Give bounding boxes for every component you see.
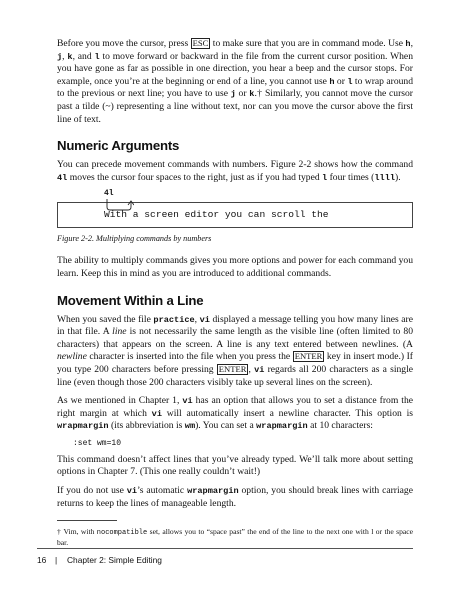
command-h: h	[405, 39, 411, 49]
text: option, you should break lines with carriage returns to keep the lines of manageable length.	[57, 485, 413, 509]
heading-numeric-arguments: Numeric Arguments	[57, 138, 180, 154]
vi-name: vi	[182, 396, 193, 407]
option-wrapmargin: wrapmargin	[187, 486, 239, 497]
text: character is inserted into the file when you press the	[86, 351, 293, 363]
chapter-title: Chapter 2: Simple Editing	[67, 555, 162, 565]
text: (its abbreviation is	[108, 420, 185, 432]
option-wm: wm	[184, 421, 196, 432]
text: ,	[194, 313, 200, 325]
text: set, allows you to “space past” the end of the line to the next one with l or the space bar.	[57, 527, 413, 548]
text: ,	[62, 50, 68, 62]
text: ,	[248, 363, 255, 375]
option-wrapmargin: wrapmargin	[256, 421, 308, 432]
text: displayed a message telling you how many lines are in that file. A	[57, 313, 414, 338]
text: to wrap around to the previous or next line; you have to use	[57, 75, 414, 100]
vi-name: vi	[126, 486, 138, 497]
footer-separator: |	[55, 555, 58, 565]
command-j: j	[57, 51, 63, 62]
command-llll: llll	[374, 172, 396, 183]
term-newline: newline	[57, 351, 87, 363]
text: , and	[72, 50, 95, 62]
option-nocompatible: nocompatible	[96, 529, 148, 538]
text: When you saved the file	[57, 313, 154, 325]
text: or	[334, 75, 348, 87]
esc-key: ESC	[192, 38, 209, 48]
text: regards all 200 characters as a single line (even though those 200 characters visibly take up several lines on the screen).	[57, 363, 413, 388]
text: You can precede movement commands with numbers. Figure 2-2 shows how the command	[57, 159, 413, 171]
paragraph-wrapmargin	[57, 395, 413, 433]
text: † Vim, with	[57, 527, 97, 537]
paragraph-lines	[57, 314, 413, 390]
text: to make sure that you are in command mode. Use	[210, 38, 406, 49]
text: If you do not use	[57, 485, 127, 497]
command-4l: 4l	[57, 172, 68, 183]
text: four times (	[327, 171, 375, 183]
text: to move forward or backward in the file from the current cursor position. When you have gone as far as possible in one direction, you hear a beep and the cursor stops. For example, once you’re at the beginning or end of a line, you cannot use	[57, 50, 413, 87]
enter-key: ENTER	[218, 363, 247, 374]
command-j: j	[230, 89, 236, 100]
vi-name: vi	[151, 408, 162, 419]
filename: practice	[153, 314, 195, 325]
vi-name: vi	[254, 364, 265, 375]
text: moves the cursor four spaces to the right, just as if you had typed	[67, 171, 323, 183]
text: ). You can set a	[195, 420, 257, 432]
command-k: k	[67, 51, 73, 62]
text: is not necessarily the same length as the visible line (often limited to 80 characters) that appears on the screen. A line is any text entered between newlines. (A	[57, 326, 413, 350]
command-l: l	[94, 51, 100, 62]
page-number: 16	[37, 555, 47, 565]
paragraph-multiply: The ability to multiply commands gives you more options and power for each command you learn. Keep this in mind as you are introduced to additional commands.	[57, 255, 413, 279]
paragraph-options: This command doesn’t affect lines that you’ve already typed. We’ll talk more about setting options in Chapter 7. (This one really couldn’t wait!)	[57, 453, 413, 478]
text: As we mentioned in Chapter 1,	[57, 395, 183, 407]
paragraph-numeric	[57, 159, 413, 184]
command-l: l	[322, 172, 328, 183]
text: ).	[395, 171, 401, 183]
text: or	[235, 88, 250, 100]
command-h: h	[329, 76, 335, 87]
code-set-wm: :set wm=10	[73, 438, 122, 448]
text: ,	[410, 38, 413, 49]
enter-key: ENTER	[294, 351, 323, 362]
text: key in insert mode.) If you type 200 characters before pressing	[57, 351, 413, 375]
figure-caption: Figure 2-2. Multiplying commands by numbers	[57, 234, 212, 244]
text: Before you move the cursor, press	[57, 38, 191, 49]
paragraph-carriage-returns	[57, 485, 413, 510]
paragraph-cursor-movement	[57, 38, 413, 126]
command-l: l	[347, 76, 353, 87]
vi-name: vi	[199, 314, 210, 325]
command-k: k	[249, 89, 255, 100]
text: will automatically insert a newline character. This option is	[161, 407, 413, 419]
footnote	[57, 527, 413, 548]
figure-marker: 4l	[104, 189, 114, 199]
option-wrapmargin: wrapmargin	[57, 421, 109, 432]
text: ’s automatic	[137, 485, 188, 497]
footnote-rule	[57, 520, 117, 521]
text: .† Similarly, you cannot move the cursor past a tilde (~) representing a line without text, nor can you move the cursor above the first line of text.	[57, 88, 413, 125]
text: has an option that allows you to set a distance from the right margin at which	[57, 395, 414, 419]
term-line: line	[112, 326, 127, 338]
text: at 10 characters:	[307, 420, 373, 432]
heading-movement-within-line: Movement Within a Line	[57, 292, 204, 308]
figure-line: With a screen editor you can scroll the	[104, 209, 329, 221]
figure-screen	[57, 189, 413, 228]
page-footer	[37, 548, 413, 565]
page-body	[57, 38, 413, 548]
